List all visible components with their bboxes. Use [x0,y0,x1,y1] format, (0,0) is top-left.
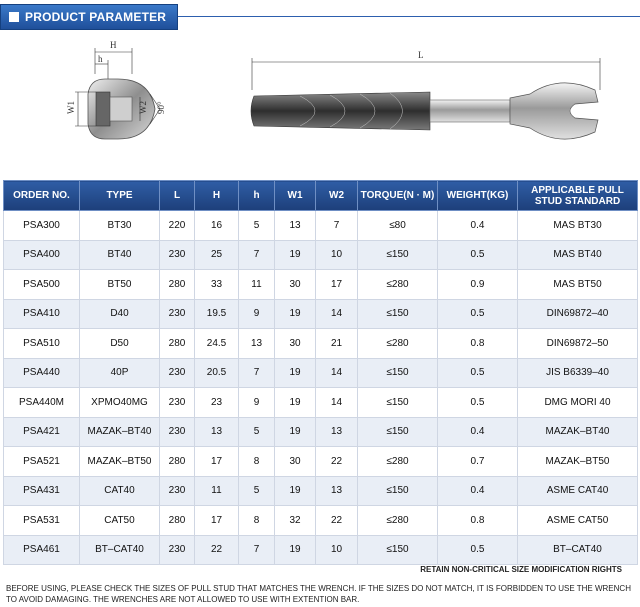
table-cell: 9 [239,299,275,329]
table-cell: 220 [160,211,195,241]
section-title: PRODUCT PARAMETER [25,10,167,24]
table-cell: 11 [195,476,239,506]
table-cell: ASME CAT50 [518,506,638,536]
table-row [4,329,638,359]
dim-label-h-small: h [98,54,103,64]
table-cell: ≤280 [358,506,438,536]
table-cell: PSA521 [4,447,80,477]
table-cell: 14 [316,358,358,388]
table-cell: 19 [275,299,316,329]
wrench-diagram [0,34,640,174]
table-cell: ≤150 [358,240,438,270]
table-cell: ≤280 [358,447,438,477]
table-cell: 230 [160,388,195,418]
table-row [4,535,638,565]
table-cell: 24.5 [195,329,239,359]
table-row [4,270,638,300]
table-cell: MAS BT40 [518,240,638,270]
table-cell: 10 [316,240,358,270]
table-cell: ≤150 [358,299,438,329]
col-header-w2: W2 [316,181,358,211]
col-header-type: TYPE [80,181,160,211]
table-cell: 30 [275,270,316,300]
table-cell: 230 [160,476,195,506]
table-cell: 9 [239,388,275,418]
table-cell: 17 [195,447,239,477]
table-cell: 13 [239,329,275,359]
table-cell: 5 [239,211,275,241]
table-cell: 16 [195,211,239,241]
table-row [4,211,638,241]
table-cell: 0.7 [438,447,518,477]
table-cell: 7 [239,240,275,270]
table-cell: ≤150 [358,535,438,565]
table-cell: 280 [160,506,195,536]
table-cell: 19 [275,240,316,270]
col-header-order-no: ORDER NO. [4,181,80,211]
table-body [4,211,638,565]
table-cell: PSA440M [4,388,80,418]
table-cell: PSA440 [4,358,80,388]
header-tab [0,4,178,30]
table-cell: 8 [239,506,275,536]
table-cell: 5 [239,417,275,447]
table-cell: ≤150 [358,358,438,388]
table-cell: 5 [239,476,275,506]
table-cell: DIN69872–40 [518,299,638,329]
col-header-h-big: H [195,181,239,211]
table-cell: 19 [275,535,316,565]
table-cell: DMG MORI 40 [518,388,638,418]
col-header-l: L [160,181,195,211]
table-cell: 17 [195,506,239,536]
table-cell: BT30 [80,211,160,241]
table-cell: 11 [239,270,275,300]
table-cell: 13 [195,417,239,447]
table-cell: ≤280 [358,329,438,359]
table-cell: PSA421 [4,417,80,447]
table-cell: ≤150 [358,476,438,506]
table-cell: PSA510 [4,329,80,359]
retain-rights-note: RETAIN NON-CRITICAL SIZE MODIFICATION RIGHTS [420,565,622,574]
pull-stud-view [66,40,166,139]
table-cell: PSA300 [4,211,80,241]
table-cell: 14 [316,388,358,418]
table-cell: 21 [316,329,358,359]
table-cell: 13 [316,476,358,506]
table-cell: 25 [195,240,239,270]
table-cell: 230 [160,240,195,270]
table-cell: 22 [195,535,239,565]
table-row [4,506,638,536]
table-cell: MAS BT30 [518,211,638,241]
table-cell: 0.8 [438,329,518,359]
section-header [0,0,640,34]
table-cell: CAT40 [80,476,160,506]
table-cell: DIN69872–50 [518,329,638,359]
table-cell: MAS BT50 [518,270,638,300]
table-cell: 33 [195,270,239,300]
table-cell: 280 [160,329,195,359]
table-row [4,417,638,447]
table-cell: PSA531 [4,506,80,536]
table-cell: MAZAK–BT50 [80,447,160,477]
table-cell: BT–CAT40 [80,535,160,565]
table-cell: MAZAK–BT40 [518,417,638,447]
table-cell: PSA500 [4,270,80,300]
table-row [4,476,638,506]
table-cell: 19 [275,358,316,388]
col-header-w1: W1 [275,181,316,211]
table-cell: CAT50 [80,506,160,536]
table-cell: 0.8 [438,506,518,536]
table-cell: XPMO40MG [80,388,160,418]
table-cell: 0.4 [438,211,518,241]
dim-label-angle: 90° [156,101,166,114]
table-cell: 0.5 [438,358,518,388]
col-header-pull-stud-standard: APPLICABLE PULL STUD STANDARD [518,181,638,211]
table-cell: 30 [275,447,316,477]
table-cell: ≤150 [358,388,438,418]
table-row [4,358,638,388]
table-cell: 7 [316,211,358,241]
table-cell: 19.5 [195,299,239,329]
table-cell: 0.5 [438,240,518,270]
table-cell: 14 [316,299,358,329]
table-cell: BT40 [80,240,160,270]
table-cell: 230 [160,358,195,388]
table-cell: 8 [239,447,275,477]
table-cell: 0.9 [438,270,518,300]
table-cell: 280 [160,270,195,300]
table-cell: 0.4 [438,417,518,447]
table-cell: PSA400 [4,240,80,270]
table-cell: 7 [239,535,275,565]
table-cell: 10 [316,535,358,565]
table-cell: ≤80 [358,211,438,241]
table-cell: 13 [316,417,358,447]
square-bullet-icon [9,12,19,22]
table-cell: 13 [275,211,316,241]
table-cell: D40 [80,299,160,329]
table-cell: 7 [239,358,275,388]
table-row [4,447,638,477]
table-cell: PSA410 [4,299,80,329]
table-cell: 32 [275,506,316,536]
table-cell: BT50 [80,270,160,300]
table-cell: 0.5 [438,299,518,329]
dim-label-length: L [418,50,424,60]
table-cell: 19 [275,476,316,506]
table-cell: 0.5 [438,388,518,418]
table-cell: 0.5 [438,535,518,565]
table-row [4,240,638,270]
table-cell: 230 [160,535,195,565]
table-cell: 19 [275,417,316,447]
table-cell: BT–CAT40 [518,535,638,565]
wrench-side-view [251,50,600,139]
table-cell: 40P [80,358,160,388]
col-header-h-small: h [239,181,275,211]
table-cell: ASME CAT40 [518,476,638,506]
table-cell: PSA431 [4,476,80,506]
table-cell: 230 [160,299,195,329]
table-cell: 0.4 [438,476,518,506]
table-cell: JIS B6339–40 [518,358,638,388]
table-row [4,388,638,418]
table-header-row [4,181,638,211]
dim-label-h-big: H [110,40,117,50]
table-cell: 230 [160,417,195,447]
table-row [4,299,638,329]
table-cell: PSA461 [4,535,80,565]
spec-table [3,180,638,565]
table-cell: 22 [316,506,358,536]
table-cell: MAZAK–BT50 [518,447,638,477]
dim-label-w1: W1 [66,101,76,114]
table-cell: 23 [195,388,239,418]
col-header-weight: WEIGHT(KG) [438,181,518,211]
table-cell: 17 [316,270,358,300]
table-cell: 22 [316,447,358,477]
table-cell: ≤150 [358,417,438,447]
table-cell: ≤280 [358,270,438,300]
table-cell: D50 [80,329,160,359]
table-cell: 19 [275,388,316,418]
col-header-torque: TORQUE(N · M) [358,181,438,211]
table-cell: 280 [160,447,195,477]
table-cell: MAZAK–BT40 [80,417,160,447]
table-cell: 20.5 [195,358,239,388]
dim-label-w2: W2 [138,101,148,114]
table-cell: 30 [275,329,316,359]
usage-notice: BEFORE USING, PLEASE CHECK THE SIZES OF PULL STUD THAT MATCHES THE WRENCH. IF THE SIZES DO NOT MATCH, IT IS FORBIDDEN TO USE THE WRENCH TO AVOID DAMAGING. THE WRENCHES ARE NOT ALLOWED TO USE WITH EXTENTION BAR. [6,584,631,604]
